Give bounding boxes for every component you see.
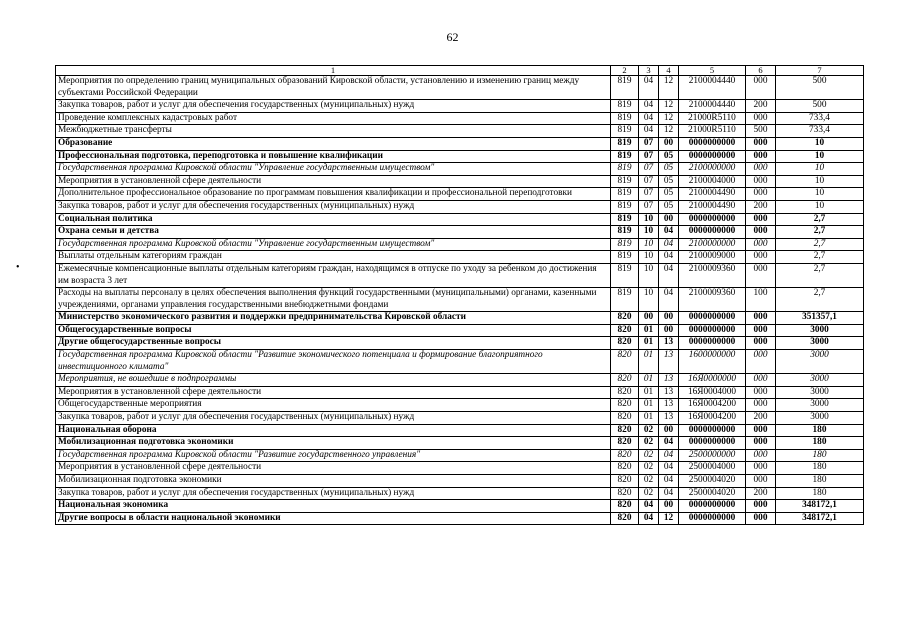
amount-cell: 180 bbox=[776, 487, 864, 500]
expense-type-cell: 000 bbox=[746, 263, 776, 287]
section-cell: 10 bbox=[639, 213, 659, 226]
amount-cell: 180 bbox=[776, 424, 864, 437]
subsection-cell: 13 bbox=[659, 350, 679, 374]
target-article-cell: 2100004440 bbox=[679, 100, 746, 113]
section-cell: 01 bbox=[639, 337, 659, 350]
target-article-cell: 0000000000 bbox=[679, 437, 746, 450]
subsection-cell: 00 bbox=[659, 137, 679, 150]
row-name-cell: Другие общегосударственные вопросы bbox=[56, 337, 611, 350]
ministry-code-cell: 819 bbox=[611, 251, 639, 264]
row-name-cell: Закупка товаров, работ и услуг для обеспечения государственных (муниципальных) нужд bbox=[56, 412, 611, 425]
expense-type-cell: 200 bbox=[746, 200, 776, 213]
row-name-cell: Образование bbox=[56, 137, 611, 150]
row-name-cell: Мобилизационная подготовка экономики bbox=[56, 475, 611, 488]
target-article-cell: 0000000000 bbox=[679, 324, 746, 337]
section-cell: 04 bbox=[639, 112, 659, 125]
subsection-cell: 04 bbox=[659, 449, 679, 462]
section-cell: 07 bbox=[639, 175, 659, 188]
amount-cell: 348172,1 bbox=[776, 512, 864, 525]
target-article-cell: 2100009360 bbox=[679, 263, 746, 287]
target-article-cell: 0000000000 bbox=[679, 424, 746, 437]
amount-cell: 180 bbox=[776, 462, 864, 475]
expense-type-cell: 000 bbox=[746, 238, 776, 251]
target-article-cell: 2100004440 bbox=[679, 76, 746, 100]
amount-cell: 10 bbox=[776, 188, 864, 201]
subsection-cell: 13 bbox=[659, 399, 679, 412]
target-article-cell: 2100004000 bbox=[679, 175, 746, 188]
expense-type-cell: 000 bbox=[746, 437, 776, 450]
expense-type-cell: 000 bbox=[746, 324, 776, 337]
expense-type-cell: 000 bbox=[746, 350, 776, 374]
table-row bbox=[56, 76, 864, 100]
amount-cell: 10 bbox=[776, 163, 864, 176]
row-name-cell: Общегосударственные мероприятия bbox=[56, 399, 611, 412]
row-name-cell: Мобилизационная подготовка экономики bbox=[56, 437, 611, 450]
table-row bbox=[56, 150, 864, 163]
amount-cell: 10 bbox=[776, 175, 864, 188]
expense-type-cell: 000 bbox=[746, 150, 776, 163]
section-cell: 07 bbox=[639, 200, 659, 213]
target-article-cell: 2500004000 bbox=[679, 462, 746, 475]
section-cell: 02 bbox=[639, 475, 659, 488]
subsection-cell: 04 bbox=[659, 487, 679, 500]
ministry-code-cell: 819 bbox=[611, 76, 639, 100]
amount-cell: 3000 bbox=[776, 399, 864, 412]
section-cell: 07 bbox=[639, 137, 659, 150]
table-row bbox=[56, 487, 864, 500]
row-name-cell: Охрана семьи и детства bbox=[56, 226, 611, 239]
ministry-code-cell: 819 bbox=[611, 263, 639, 287]
subsection-cell: 13 bbox=[659, 337, 679, 350]
column-header: 6 bbox=[746, 66, 776, 76]
section-cell: 07 bbox=[639, 150, 659, 163]
target-article-cell: 16Я0004200 bbox=[679, 412, 746, 425]
amount-cell: 351357,1 bbox=[776, 312, 864, 325]
section-cell: 02 bbox=[639, 462, 659, 475]
target-article-cell: 0000000000 bbox=[679, 137, 746, 150]
ministry-code-cell: 820 bbox=[611, 412, 639, 425]
target-article-cell: 0000000000 bbox=[679, 226, 746, 239]
expense-type-cell: 000 bbox=[746, 213, 776, 226]
page-number: 62 bbox=[446, 30, 459, 44]
table-row bbox=[56, 449, 864, 462]
column-header: 1 bbox=[56, 66, 611, 76]
target-article-cell: 21000R5110 bbox=[679, 125, 746, 138]
subsection-cell: 12 bbox=[659, 76, 679, 100]
section-cell: 07 bbox=[639, 163, 659, 176]
amount-cell: 180 bbox=[776, 475, 864, 488]
section-cell: 04 bbox=[639, 125, 659, 138]
table-row bbox=[56, 475, 864, 488]
section-cell: 01 bbox=[639, 386, 659, 399]
expense-type-cell: 000 bbox=[746, 76, 776, 100]
subsection-cell: 05 bbox=[659, 188, 679, 201]
ministry-code-cell: 819 bbox=[611, 163, 639, 176]
row-name-cell: Министерство экономического развития и поддержки предпринимательства Кировской области bbox=[56, 312, 611, 325]
row-name-cell: Государственная программа Кировской области "Развитие экономического потенциала и формирование благоприятного инвестиционного климата" bbox=[56, 350, 611, 374]
subsection-cell: 05 bbox=[659, 163, 679, 176]
subsection-cell: 04 bbox=[659, 251, 679, 264]
expense-type-cell: 000 bbox=[746, 312, 776, 325]
ministry-code-cell: 819 bbox=[611, 200, 639, 213]
table-row bbox=[56, 200, 864, 213]
section-cell: 04 bbox=[639, 512, 659, 525]
row-name-cell: Мероприятия, не вошедшие в подпрограммы bbox=[56, 374, 611, 387]
target-article-cell: 0000000000 bbox=[679, 512, 746, 525]
ministry-code-cell: 819 bbox=[611, 125, 639, 138]
expense-type-cell: 000 bbox=[746, 475, 776, 488]
row-name-cell: Государственная программа Кировской области "Развитие государственного управления" bbox=[56, 449, 611, 462]
table-row bbox=[56, 112, 864, 125]
expense-type-cell: 000 bbox=[746, 226, 776, 239]
subsection-cell: 13 bbox=[659, 386, 679, 399]
row-name-cell: Ежемесячные компенсационные выплаты отдельным категориям граждан, находящимся в отпуске по уходу за ребенком до достижения им возраста 3 лет bbox=[56, 263, 611, 287]
section-cell: 01 bbox=[639, 374, 659, 387]
table-header-row bbox=[56, 66, 864, 76]
expense-type-cell: 000 bbox=[746, 112, 776, 125]
row-name-cell: Выплаты отдельным категориям граждан bbox=[56, 251, 611, 264]
subsection-cell: 00 bbox=[659, 324, 679, 337]
ministry-code-cell: 819 bbox=[611, 175, 639, 188]
table-row bbox=[56, 263, 864, 287]
section-cell: 10 bbox=[639, 238, 659, 251]
amount-cell: 733,4 bbox=[776, 112, 864, 125]
subsection-cell: 12 bbox=[659, 512, 679, 525]
row-name-cell: Государственная программа Кировской области "Управление государственным имуществом" bbox=[56, 163, 611, 176]
target-article-cell: 0000000000 bbox=[679, 337, 746, 350]
ministry-code-cell: 820 bbox=[611, 437, 639, 450]
subsection-cell: 04 bbox=[659, 263, 679, 287]
subsection-cell: 04 bbox=[659, 288, 679, 312]
subsection-cell: 12 bbox=[659, 125, 679, 138]
row-name-cell: Профессиональная подготовка, переподготовка и повышение квалификации bbox=[56, 150, 611, 163]
subsection-cell: 00 bbox=[659, 500, 679, 513]
amount-cell: 500 bbox=[776, 100, 864, 113]
section-cell: 04 bbox=[639, 76, 659, 100]
amount-cell: 10 bbox=[776, 150, 864, 163]
ministry-code-cell: 820 bbox=[611, 475, 639, 488]
amount-cell: 3000 bbox=[776, 337, 864, 350]
section-cell: 01 bbox=[639, 324, 659, 337]
expense-type-cell: 000 bbox=[746, 175, 776, 188]
row-name-cell: Мероприятия в установленной сфере деятельности bbox=[56, 386, 611, 399]
row-name-cell: Закупка товаров, работ и услуг для обеспечения государственных (муниципальных) нужд bbox=[56, 487, 611, 500]
subsection-cell: 00 bbox=[659, 424, 679, 437]
subsection-cell: 05 bbox=[659, 150, 679, 163]
expense-type-cell: 000 bbox=[746, 449, 776, 462]
ministry-code-cell: 820 bbox=[611, 337, 639, 350]
column-header: 7 bbox=[776, 66, 864, 76]
column-header: 5 bbox=[679, 66, 746, 76]
target-article-cell: 2500004020 bbox=[679, 487, 746, 500]
subsection-cell: 00 bbox=[659, 312, 679, 325]
subsection-cell: 04 bbox=[659, 437, 679, 450]
expense-type-cell: 500 bbox=[746, 125, 776, 138]
ministry-code-cell: 819 bbox=[611, 213, 639, 226]
column-header: 3 bbox=[639, 66, 659, 76]
expense-type-cell: 000 bbox=[746, 424, 776, 437]
expense-type-cell: 200 bbox=[746, 412, 776, 425]
amount-cell: 2,7 bbox=[776, 213, 864, 226]
amount-cell: 3000 bbox=[776, 350, 864, 374]
table-row bbox=[56, 137, 864, 150]
row-name-cell: Расходы на выплаты персоналу в целях обеспечения выполнения функций государственными (муниципальными) органами, казенными учреждениями, органами управления государственными внебюджетными фондами bbox=[56, 288, 611, 312]
expense-type-cell: 000 bbox=[746, 512, 776, 525]
ministry-code-cell: 820 bbox=[611, 374, 639, 387]
amount-cell: 10 bbox=[776, 137, 864, 150]
amount-cell: 2,7 bbox=[776, 288, 864, 312]
subsection-cell: 00 bbox=[659, 213, 679, 226]
amount-cell: 2,7 bbox=[776, 263, 864, 287]
subsection-cell: 13 bbox=[659, 374, 679, 387]
subsection-cell: 04 bbox=[659, 475, 679, 488]
ministry-code-cell: 820 bbox=[611, 449, 639, 462]
table-row bbox=[56, 312, 864, 325]
row-name-cell: Межбюджетные трансферты bbox=[56, 125, 611, 138]
ministry-code-cell: 819 bbox=[611, 150, 639, 163]
amount-cell: 3000 bbox=[776, 374, 864, 387]
expense-type-cell: 000 bbox=[746, 374, 776, 387]
subsection-cell: 05 bbox=[659, 200, 679, 213]
row-name-cell: Национальная оборона bbox=[56, 424, 611, 437]
amount-cell: 500 bbox=[776, 76, 864, 100]
row-name-cell: Другие вопросы в области национальной экономики bbox=[56, 512, 611, 525]
column-header: 4 bbox=[659, 66, 679, 76]
target-article-cell: 2100009360 bbox=[679, 288, 746, 312]
amount-cell: 348172,1 bbox=[776, 500, 864, 513]
row-name-cell: Закупка товаров, работ и услуг для обеспечения государственных (муниципальных) нужд bbox=[56, 200, 611, 213]
target-article-cell: 2500004020 bbox=[679, 475, 746, 488]
target-article-cell: 2100009000 bbox=[679, 251, 746, 264]
expense-type-cell: 100 bbox=[746, 288, 776, 312]
expense-type-cell: 000 bbox=[746, 386, 776, 399]
section-cell: 01 bbox=[639, 350, 659, 374]
expense-type-cell: 000 bbox=[746, 500, 776, 513]
table-row bbox=[56, 238, 864, 251]
subsection-cell: 12 bbox=[659, 112, 679, 125]
row-name-cell: Закупка товаров, работ и услуг для обеспечения государственных (муниципальных) нужд bbox=[56, 100, 611, 113]
table-row bbox=[56, 125, 864, 138]
table-row bbox=[56, 374, 864, 387]
column-header: 2 bbox=[611, 66, 639, 76]
amount-cell: 2,7 bbox=[776, 238, 864, 251]
target-article-cell: 2100000000 bbox=[679, 238, 746, 251]
amount-cell: 3000 bbox=[776, 324, 864, 337]
ministry-code-cell: 819 bbox=[611, 137, 639, 150]
row-name-cell: Национальная экономика bbox=[56, 500, 611, 513]
section-cell: 10 bbox=[639, 288, 659, 312]
amount-cell: 733,4 bbox=[776, 125, 864, 138]
target-article-cell: 2100004490 bbox=[679, 200, 746, 213]
table-row bbox=[56, 213, 864, 226]
expense-type-cell: 000 bbox=[746, 399, 776, 412]
expense-type-cell: 000 bbox=[746, 137, 776, 150]
ministry-code-cell: 819 bbox=[611, 112, 639, 125]
subsection-cell: 04 bbox=[659, 238, 679, 251]
ministry-code-cell: 820 bbox=[611, 462, 639, 475]
table-body bbox=[56, 76, 864, 525]
ministry-code-cell: 820 bbox=[611, 399, 639, 412]
amount-cell: 180 bbox=[776, 449, 864, 462]
table-row bbox=[56, 424, 864, 437]
expense-type-cell: 000 bbox=[746, 251, 776, 264]
subsection-cell: 04 bbox=[659, 226, 679, 239]
table-row bbox=[56, 163, 864, 176]
ministry-code-cell: 820 bbox=[611, 324, 639, 337]
target-article-cell: 0000000000 bbox=[679, 150, 746, 163]
section-cell: 02 bbox=[639, 449, 659, 462]
subsection-cell: 04 bbox=[659, 462, 679, 475]
amount-cell: 3000 bbox=[776, 412, 864, 425]
subsection-cell: 12 bbox=[659, 100, 679, 113]
ministry-code-cell: 819 bbox=[611, 226, 639, 239]
row-name-cell: Проведение комплексных кадастровых работ bbox=[56, 112, 611, 125]
table-row bbox=[56, 100, 864, 113]
section-cell: 10 bbox=[639, 263, 659, 287]
expense-type-cell: 200 bbox=[746, 100, 776, 113]
budget-table bbox=[55, 65, 864, 525]
section-cell: 02 bbox=[639, 424, 659, 437]
row-name-cell: Мероприятия в установленной сфере деятельности bbox=[56, 175, 611, 188]
table-row bbox=[56, 226, 864, 239]
row-name-cell: Мероприятия по определению границ муниципальных образований Кировской области, установлению и изменению границ между субъектами Российской Федерации bbox=[56, 76, 611, 100]
row-name-cell: Государственная программа Кировской области "Управление государственным имуществом" bbox=[56, 238, 611, 251]
section-cell: 02 bbox=[639, 437, 659, 450]
target-article-cell: 0000000000 bbox=[679, 213, 746, 226]
expense-type-cell: 000 bbox=[746, 188, 776, 201]
table-row bbox=[56, 337, 864, 350]
expense-type-cell: 000 bbox=[746, 163, 776, 176]
expense-type-cell: 200 bbox=[746, 487, 776, 500]
table-row bbox=[56, 251, 864, 264]
target-article-cell: 2500000000 bbox=[679, 449, 746, 462]
bullet-mark: • bbox=[16, 262, 20, 273]
ministry-code-cell: 819 bbox=[611, 238, 639, 251]
section-cell: 00 bbox=[639, 312, 659, 325]
expense-type-cell: 000 bbox=[746, 462, 776, 475]
subsection-cell: 05 bbox=[659, 175, 679, 188]
target-article-cell: 0000000000 bbox=[679, 500, 746, 513]
ministry-code-cell: 820 bbox=[611, 386, 639, 399]
target-article-cell: 21000R5110 bbox=[679, 112, 746, 125]
target-article-cell: 16Я0004000 bbox=[679, 386, 746, 399]
table-row bbox=[56, 175, 864, 188]
section-cell: 04 bbox=[639, 500, 659, 513]
amount-cell: 180 bbox=[776, 437, 864, 450]
row-name-cell: Социальная политика bbox=[56, 213, 611, 226]
section-cell: 10 bbox=[639, 251, 659, 264]
subsection-cell: 13 bbox=[659, 412, 679, 425]
ministry-code-cell: 820 bbox=[611, 312, 639, 325]
amount-cell: 3000 bbox=[776, 386, 864, 399]
ministry-code-cell: 820 bbox=[611, 500, 639, 513]
amount-cell: 2,7 bbox=[776, 251, 864, 264]
section-cell: 07 bbox=[639, 188, 659, 201]
section-cell: 02 bbox=[639, 487, 659, 500]
ministry-code-cell: 820 bbox=[611, 350, 639, 374]
amount-cell: 2,7 bbox=[776, 226, 864, 239]
ministry-code-cell: 819 bbox=[611, 188, 639, 201]
table-row bbox=[56, 350, 864, 374]
table-row bbox=[56, 288, 864, 312]
ministry-code-cell: 819 bbox=[611, 100, 639, 113]
expense-type-cell: 000 bbox=[746, 337, 776, 350]
row-name-cell: Общегосударственные вопросы bbox=[56, 324, 611, 337]
ministry-code-cell: 820 bbox=[611, 424, 639, 437]
section-cell: 01 bbox=[639, 412, 659, 425]
ministry-code-cell: 819 bbox=[611, 288, 639, 312]
ministry-code-cell: 820 bbox=[611, 512, 639, 525]
table-row bbox=[56, 324, 864, 337]
table-row bbox=[56, 399, 864, 412]
target-article-cell: 0000000000 bbox=[679, 312, 746, 325]
section-cell: 10 bbox=[639, 226, 659, 239]
target-article-cell: 16Я0000000 bbox=[679, 374, 746, 387]
target-article-cell: 2100000000 bbox=[679, 163, 746, 176]
target-article-cell: 2100004490 bbox=[679, 188, 746, 201]
table-row bbox=[56, 500, 864, 513]
table-row bbox=[56, 462, 864, 475]
table-row bbox=[56, 386, 864, 399]
table-row bbox=[56, 188, 864, 201]
row-name-cell: Дополнительное профессиональное образование по программам повышения квалификации и профессиональной переподготовки bbox=[56, 188, 611, 201]
section-cell: 01 bbox=[639, 399, 659, 412]
amount-cell: 10 bbox=[776, 200, 864, 213]
target-article-cell: 16Я0004200 bbox=[679, 399, 746, 412]
table-row bbox=[56, 512, 864, 525]
ministry-code-cell: 820 bbox=[611, 487, 639, 500]
section-cell: 04 bbox=[639, 100, 659, 113]
table-row bbox=[56, 437, 864, 450]
table-row bbox=[56, 412, 864, 425]
row-name-cell: Мероприятия в установленной сфере деятельности bbox=[56, 462, 611, 475]
target-article-cell: 1600000000 bbox=[679, 350, 746, 374]
